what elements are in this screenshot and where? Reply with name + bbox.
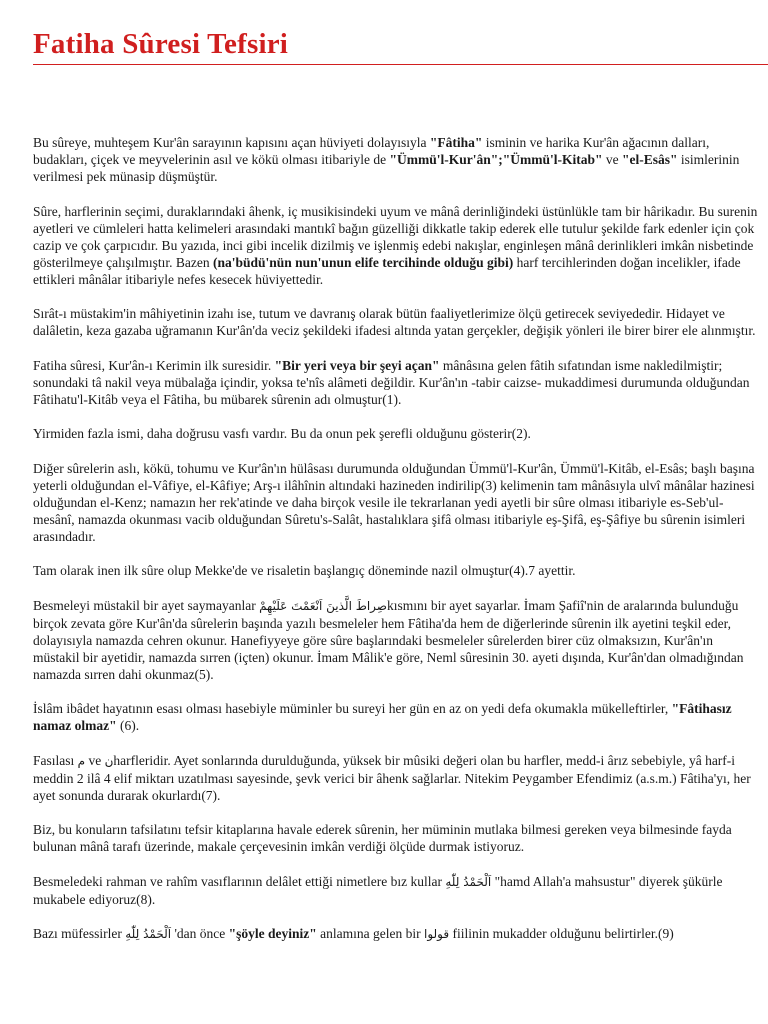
paragraph-9: [33, 700, 760, 734]
paragraph-12: [33, 873, 760, 908]
text: (6).: [116, 718, 140, 733]
paragraph-2: [33, 203, 760, 288]
text: Besmeleyi müstakil bir ayet saymayanlar: [33, 597, 260, 613]
text: mânâsına gelen fâtih sıfatından isme nakledilmiştir; sonundaki tâ nakil veya mübalağa içindir, yoksa te'nîs alâmeti değildir. Kur'ân'ın -tabir caizse- mukaddimesi durumunda olduğundan Fâtihatu'l-Kitâb veya el Fâtiha, bu mübarek sûrenin adı olmuştur(1).: [33, 357, 750, 407]
paragraph-11: Biz, bu konuların tafsilatını tefsir kitaplarına havale ederek sûrenin, her müminin mutlaka bilmesi gereken veya bilmesinde fayda bulunan mânâ tarafı üzerinde, makale çerçevesinin imkân verdiği ölçüde durmak istiyoruz.: [33, 822, 732, 854]
text: ve: [602, 152, 622, 167]
arabic-phrase: صِراطَ الَّذينَ اَنْعَمْتَ عَلَيْهِمْ: [259, 598, 387, 613]
text: Bu sûreye, muhteşem Kur'ân sarayının kapısını açan hüviyeti dolayısıyla: [33, 135, 430, 150]
arabic-phrase: اَلْحَمْدُ لِلّٰهِ: [445, 874, 492, 889]
paragraph-8: [33, 597, 760, 683]
bold-term: "Ümmü'l-Kur'ân";"Ümmü'l-Kitab": [389, 152, 603, 167]
text: harf tercihlerinden doğan incelikler, ifade ettikleri mânâlar itibariyle nefes kesecek hüviyettedir.: [33, 254, 741, 287]
arabic-letter: ن: [104, 753, 114, 768]
text: anlamına gelen bir: [316, 926, 424, 941]
text: harfleridir. Ayet sonlarında durulduğunda, yüksek bir mûsiki değeri olan bu harfler, medd-i ârız sebebiyle, yâ harf-i meddin 2 ilâ 4 elif miktarı uzatılması sayesinde, şevk verici bir âhenk sağlarlar. Nitekim Peygamber Efendimiz (a.s.m.) Fâtiha'yı, her ayet sonunda durarak okurlardı(7).: [33, 752, 751, 803]
paragraph-5: Yirmiden fazla ismi, daha doğrusu vasfı vardır. Bu da onun pek şerefli olduğunu gösterir(2).: [33, 426, 531, 441]
paragraph-1: [33, 134, 760, 185]
text: kısmını bir ayet sayarlar. İmam Şafiî'nin de aralarında bulunduğu birçok zevata göre Kur'ân'da sûrelerin başında yazılı besmeleler hem Fâtiha'da hem de diğerlerinde sûrenin ilk ayetini teşkil eder, dolayısıyla namazda cehren okunur. Hanefiyyeye göre sûre başlarındaki besmeleler sûrelerden birer cüz olmaksızın, Kur'ân'ın müstakil bir ayetidir, namazda sırren (içten) okunur. İmam Mâlik'e göre, Neml sûresinin 30. ayeti dışında, Kur'ân'dan olmadığından namazda sırren dahi okunmaz(5).: [33, 597, 744, 682]
paragraph-3: Sırât-ı müstakim'in mâhiyetinin izahı ise, tutum ve davranış olarak bütün faaliyetlerimize ölçü getirecek seviyededir. Hidayet ve dalâletin, keza gazaba uğramanın Kur'ân'da veciz şekildeki ifadesi altında yatan gerçekler, değişik yönleri ile birer birer ele alınmıştır.: [33, 306, 756, 338]
bold-term: "Fâtihasız namaz olmaz": [33, 701, 732, 733]
paragraph-7: Tam olarak inen ilk sûre olup Mekke'de ve risaletin başlangıç döneminde nazil olmuştur(4).7 ayettir.: [33, 563, 576, 578]
text: "hamd Allah'a mahsustur" diyerek şükürle mukabele ediyoruz(8).: [33, 873, 723, 907]
arabic-letter: م: [77, 753, 86, 768]
paragraph-6: Diğer sûrelerin aslı, kökü, tohumu ve Kur'ân'ın hülâsası durumunda olduğundan Ümmü'l-Kur'ân, Ümmü'l-Kitâb, el-Esâs; başlı başına yeterli olduğundan el-Vâfiye, el-Kâfiye; Arş-ı ilâhînin altındaki hazineden indirilip(3) kelimenin tam mânâsıyla ulvî mânâlar hazinesi olduğundan el-Kenz; namazın her rek'atinde ve daha birçok vesile ile tekrarlanan yedi ayetli bir sûre olması itibariyle es-Seb'ul-mesânî, namazda okunması vacib olduğundan Sûretu's-Salât, hastalıklara şifâ olması itibariyle eş-Şifâ, eş-Şâfiye bu sûrenin isimleri arasındadır.: [33, 460, 755, 544]
text: fiilinin mukadder olduğunu belirtirler.(9): [449, 926, 674, 941]
text: Fatiha sûresi, Kur'ân-ı Kerimin ilk suresidir.: [33, 357, 275, 373]
bold-term: "el-Esâs": [622, 152, 678, 167]
text: Sûre, harflerinin seçimi, duraklarındaki âhenk, iç musikisindeki uyum ve mânâ derinliğindeki üstünlükle tam bir hârikadır. Bu surenin ayetleri ve cümleleri hatta kelimeleri arasındaki mantıkî bağın güzelliği dikkatle takip ederek elle tutulur şekilde fark edenler için çok cazip ve çok çarpıcıdır. Bu yazıda, inci gibi incelik dizilmiş ve işlenmiş edebi nakışlar, enginleşen mânâ derinlikleri imkân nisbetinde gösterilmeye çalışılmıştır. Bazen: [33, 203, 758, 270]
bold-term: "Bir yeri veya bir şeyi açan": [274, 357, 440, 373]
title-divider: [33, 64, 768, 65]
text: ve: [85, 752, 105, 768]
text: İslâm ibâdet hayatının esası olması hasebiyle müminler bu sureyi her gün en az on yedi defa okumakla mükelleftirler,: [33, 701, 672, 716]
arabic-phrase: اَلْحَمْدُ لِلّٰهِ: [125, 927, 172, 941]
arabic-phrase: قولوا: [423, 927, 450, 941]
text: Fasılası: [33, 752, 78, 768]
bold-term: (na'büdü'nün nun'unun elife tercihinde olduğu gibi): [212, 254, 514, 270]
paragraph-13: [33, 925, 760, 943]
bold-term: "Fâtiha": [429, 135, 483, 150]
text: isimlerinin verilmesi pek münasip düşmüştür.: [33, 152, 740, 184]
article-body: [33, 134, 760, 961]
text: Bazı müfessirler: [33, 926, 126, 941]
paragraph-10: [33, 752, 760, 804]
bold-term: "şöyle deyiniz": [228, 926, 317, 941]
text: isminin ve harika Kur'ân ağacının dalları, budakları, çiçek ve meyvelerinin asıl ve kökü olması itibariyle de: [33, 135, 710, 167]
paragraph-4: [33, 357, 760, 408]
page-title: Fatiha Sûresi Tefsiri: [33, 28, 289, 60]
text: 'dan önce: [171, 926, 229, 941]
text: Besmeledeki rahman ve rahîm vasıflarının delâlet ettiği nimetlere bız kullar: [33, 873, 446, 889]
